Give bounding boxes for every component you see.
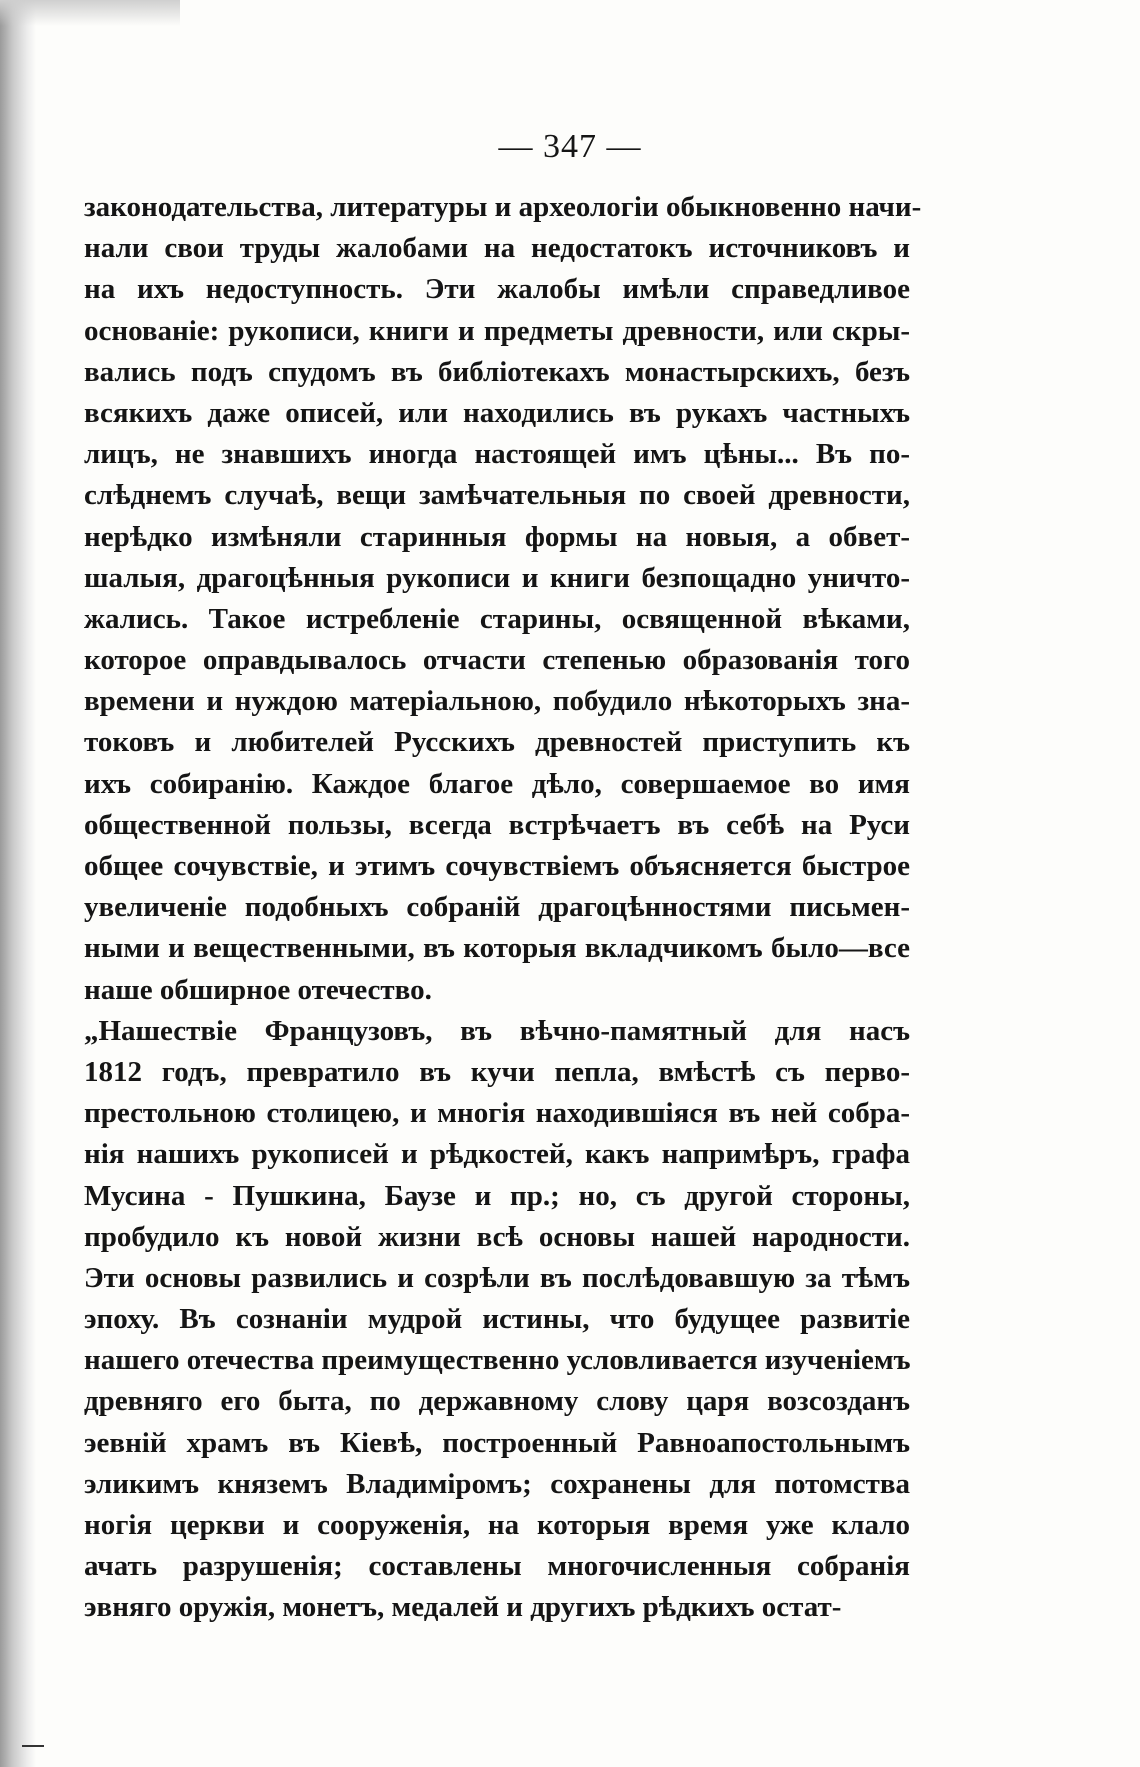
text-line: эпоху. Въ сознаніи мудрой истины, что будущее развитіе <box>84 1303 910 1336</box>
text-line: эликимъ княземъ Владиміромъ; сохранены для потомства <box>84 1467 910 1500</box>
binding-shadow <box>0 0 36 1767</box>
text-line: пробудило къ новой жизни всѣ основы нашей народности. <box>84 1220 910 1253</box>
text-line: общественной пользы, всегда встрѣчаетъ въ себѣ на Руси <box>84 808 910 841</box>
text-line: шалыя, драгоцѣнныя рукописи и книги безпощадно уничто- <box>84 561 910 594</box>
paragraph <box>84 187 922 1011</box>
text-line: ихъ собиранію. Каждое благое дѣло, совершаемое во имя <box>84 767 910 800</box>
text-line: которое оправдывалось отчасти степенью образованія того <box>84 644 910 677</box>
top-edge-shadow <box>0 0 180 26</box>
text-line: 1812 годъ, превратило въ кучи пепла, вмѣстѣ съ перво- <box>84 1055 910 1088</box>
text-line: жались. Такое истребленіе старины, освященной вѣками, <box>84 602 910 635</box>
text-line: эевній храмъ въ Кіевѣ, построенный Равноапостольнымъ <box>84 1426 910 1459</box>
text-line: основаніе: рукописи, книги и предметы древности, или скры- <box>84 314 910 347</box>
text-line: вались подъ спудомъ въ библіотекахъ монастырскихъ, безъ <box>84 355 910 388</box>
text-line: Мусина - Пушкина, Баузе и пр.; но, съ другой стороны, <box>84 1179 910 1212</box>
text-line: времени и нуждою матеріальною, побудило нѣкоторыхъ зна- <box>84 685 910 718</box>
text-line: слѣднемъ случаѣ, вещи замѣчательныя по своей древности, <box>84 479 910 512</box>
page-number: — 347 — <box>498 128 642 165</box>
body-text <box>84 187 922 1629</box>
text-line: всякихъ даже описей, или находились въ рукахъ частныхъ <box>84 396 910 429</box>
text-line: нерѣдко измѣняли старинныя формы на новыя, а обвет- <box>84 520 910 553</box>
text-line: увеличеніе подобныхъ собраній драгоцѣнностями письмен- <box>84 891 910 924</box>
text-line: ными и вещественными, въ которыя вкладчикомъ было—все <box>84 932 910 965</box>
text-line: нашего отечества преимущественно условливается изученіемъ <box>84 1344 911 1377</box>
text-line: Эти основы развились и созрѣли въ послѣдовавшую за тѣмъ <box>84 1261 910 1294</box>
text-line: ачать разрушенія; составлены многочисленныя собранія <box>84 1550 910 1583</box>
text-line: лицъ, не знавшихъ иногда настоящей имъ цѣны... Въ по- <box>84 438 910 471</box>
text-line: общее сочувствіе, и этимъ сочувствіемъ объясняется быстрое <box>84 850 910 882</box>
text-line: токовъ и любителей Русскихъ древностей приступить къ <box>84 726 910 759</box>
text-line: на ихъ недоступность. Эти жалобы имѣли справедливое <box>84 273 910 306</box>
text-line: „Нашествіе Французовъ, въ вѣчно-памятный для насъ <box>84 1014 910 1047</box>
text-line: нія нашихъ рукописей и рѣдкостей, какъ напримѣръ, графа <box>84 1138 910 1171</box>
scan-edge-mark <box>22 1745 44 1747</box>
paragraph <box>84 1011 910 1629</box>
text-line: эвняго оружія, монетъ, медалей и другихъ рѣдкихъ остат- <box>84 1591 842 1624</box>
text-line: престольною столицею, и многія находившіяся въ ней собра- <box>84 1097 910 1130</box>
text-line: ногія церкви и сооруженія, на которыя время уже клало <box>84 1509 910 1541</box>
text-line: наше обширное отечество. <box>84 973 432 1006</box>
text-line: древняго его быта, по державному слову царя возсозданъ <box>84 1385 910 1418</box>
text-line: законодательства, литературы и археологіи обыкновенно начи- <box>84 191 922 223</box>
text-line: нали свои труды жалобами на недостатокъ источниковъ и <box>84 232 910 265</box>
